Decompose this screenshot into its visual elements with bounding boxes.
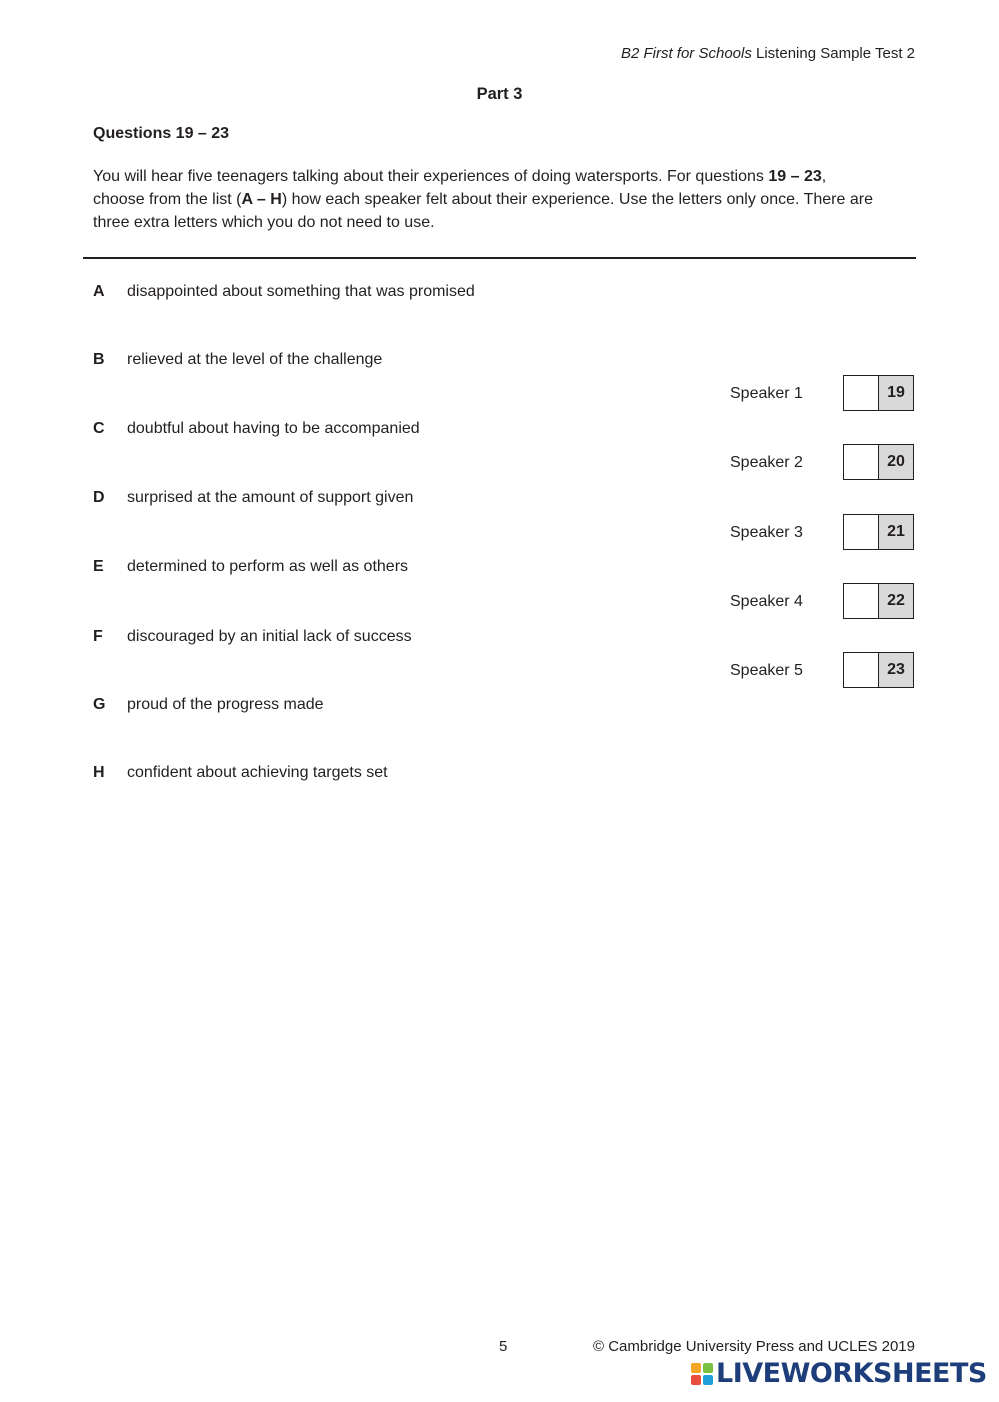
instructions-text: You will hear five teenagers talking about their experiences of doing watersports. For questions [93,168,769,185]
answer-box-19 [843,375,914,411]
answer-box-23 [843,652,914,688]
logo-square [703,1375,713,1385]
option-h [93,764,388,782]
option-f [93,628,412,646]
option-letter: E [93,558,104,575]
option-text: determined to perform as well as others [127,558,409,575]
instructions-line-2 [93,188,923,211]
logo-square [703,1363,713,1373]
instructions-text: choose from the list ( [93,191,242,208]
running-head-title: B2 First for Schools [620,45,752,62]
speaker-2-label: Speaker 2 [730,454,803,471]
option-e [93,558,408,576]
liveworksheets-logo[interactable] [691,1360,987,1387]
running-head-subtitle: Listening Sample Test 2 [751,45,915,62]
questions-heading: Questions 19 – 23 [93,125,230,142]
speaker-4-label: Speaker 4 [730,593,803,610]
option-g [93,696,324,714]
question-number-20: 20 [879,445,913,479]
instructions-question-range: 19 – 23 [768,168,822,185]
speaker-5-label: Speaker 5 [730,662,803,679]
option-d [93,489,413,507]
running-head [621,45,915,62]
option-text: proud of the progress made [127,696,324,713]
instructions [93,165,923,234]
instructions-line-1 [93,165,923,188]
option-a [93,283,475,301]
option-letter: C [93,420,105,437]
instructions-text: ) how each speaker felt about their experience. Use the letters only once. There are [281,191,873,208]
question-number-22: 22 [879,584,913,618]
logo-square [691,1375,701,1385]
page-number: 5 [499,1338,508,1355]
speaker-1-label: Speaker 1 [730,385,803,402]
question-number-21: 21 [879,515,913,549]
option-c [93,420,420,438]
instructions-line-3: three extra letters which you do not need to use. [93,214,435,231]
option-letter: A [93,283,105,300]
option-b [93,351,382,369]
copyright-notice: © Cambridge University Press and UCLES 2019 [592,1338,915,1355]
answer-input-19[interactable] [844,376,879,410]
instructions-text: , [821,168,827,185]
speaker-3-label: Speaker 3 [730,524,803,541]
option-letter: F [93,628,103,645]
answer-box-20 [843,444,914,480]
option-text: confident about achieving targets set [127,764,388,781]
answer-box-21 [843,514,914,550]
option-letter: G [93,696,106,713]
answer-input-22[interactable] [844,584,879,618]
option-text: doubtful about having to be accompanied [127,420,420,437]
answer-input-21[interactable] [844,515,879,549]
answer-input-20[interactable] [844,445,879,479]
option-text: disappointed about something that was promised [127,283,475,300]
option-letter: H [93,764,105,781]
option-text: discouraged by an initial lack of success [127,628,412,645]
option-letter: D [93,489,105,506]
part-title: Part 3 [476,85,523,103]
section-divider [83,257,916,259]
option-text: surprised at the amount of support given [127,489,414,506]
answer-input-23[interactable] [844,653,879,687]
option-letter: B [93,351,105,368]
answer-box-22 [843,583,914,619]
logo-mark-icon [691,1363,713,1385]
question-number-23: 23 [879,653,913,687]
question-number-19: 19 [879,376,913,410]
instructions-letter-range: A – H [241,191,282,208]
logo-square [691,1363,701,1373]
brand-name: LIVEWORKSHEETS [716,1358,987,1389]
option-text: relieved at the level of the challenge [127,351,383,368]
